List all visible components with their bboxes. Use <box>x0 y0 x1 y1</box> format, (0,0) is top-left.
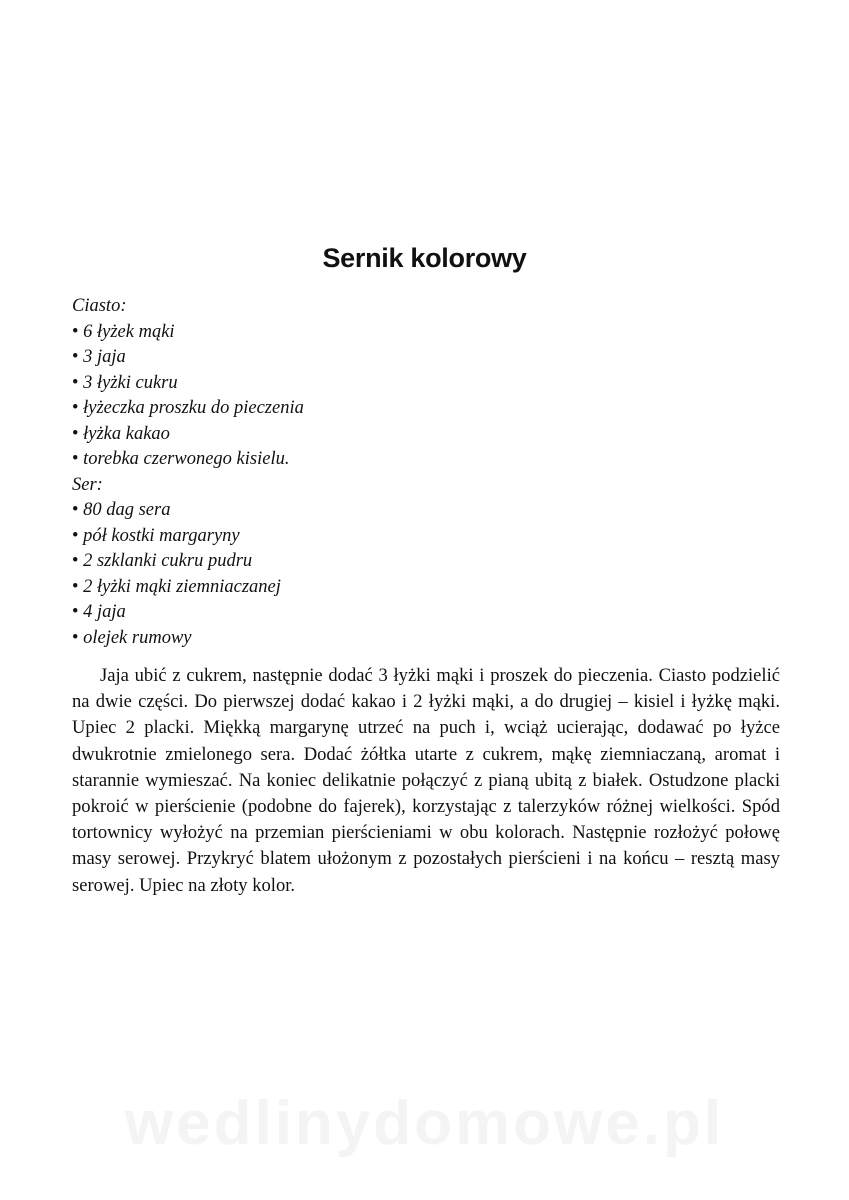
ingredient-item: • 2 łyżki mąki ziemniaczanej <box>72 575 772 601</box>
ingredient-item: • 80 dag sera <box>72 498 772 524</box>
ingredient-item: • torebka czerwonego kisielu. <box>72 447 772 473</box>
ingredient-item: • 4 jaja <box>72 600 772 626</box>
dough-heading: Ciasto: <box>72 296 127 316</box>
dough-ingredient-list <box>72 320 772 473</box>
ingredient-item: • łyżka kakao <box>72 422 772 448</box>
cheese-ingredient-list <box>72 498 772 651</box>
ingredient-item: • olejek rumowy <box>72 626 772 652</box>
watermark: wedlinydomowe.pl <box>124 1089 725 1158</box>
ingredients-section <box>72 294 772 651</box>
ingredient-item: • łyżeczka proszku do pieczenia <box>72 396 772 422</box>
ingredient-item: • 2 szklanki cukru pudru <box>72 549 772 575</box>
ingredient-item: • 6 łyżek mąki <box>72 320 772 346</box>
instructions-paragraph: Jaja ubić z cukrem, następnie dodać 3 łyżki mąki i proszek do pieczenia. Ciasto podzielić na dwie części. Do pierwszej dodać kakao i 2 łyżki mąki, a do drugiej – kisiel i łyżkę mąki. Upiec 2 placki. Miękką margarynę utrzeć na puch i, wciąż ucierając, dodawać po łyżce dwukrotnie zmielonego sera. Dodać żółtka utarte z cukrem, mąkę ziemniaczaną, aromat i starannie wymieszać. Na koniec delikatnie połączyć z pianą ubitą z białek. Ostudzone placki pokroić w pierścienie (podobne do fajerek), korzystając z talerzyków różnej wielkości. Spód tortownicy wyłożyć na przemian pierścieniami w obu kolorach. Następnie rozłożyć połowę masy serowej. Przykryć blatem ułożonym z pozostałych pierścieni i na końcu – resztą masy serowej. Upiec na złoty kolor. <box>72 665 780 896</box>
ingredient-item: • 3 jaja <box>72 345 772 371</box>
ingredient-item: • pół kostki margaryny <box>72 524 772 550</box>
recipe-title: Sernik kolorowy <box>322 243 527 273</box>
cheese-heading: Ser: <box>72 474 103 495</box>
ingredient-item: • 3 łyżki cukru <box>72 371 772 397</box>
